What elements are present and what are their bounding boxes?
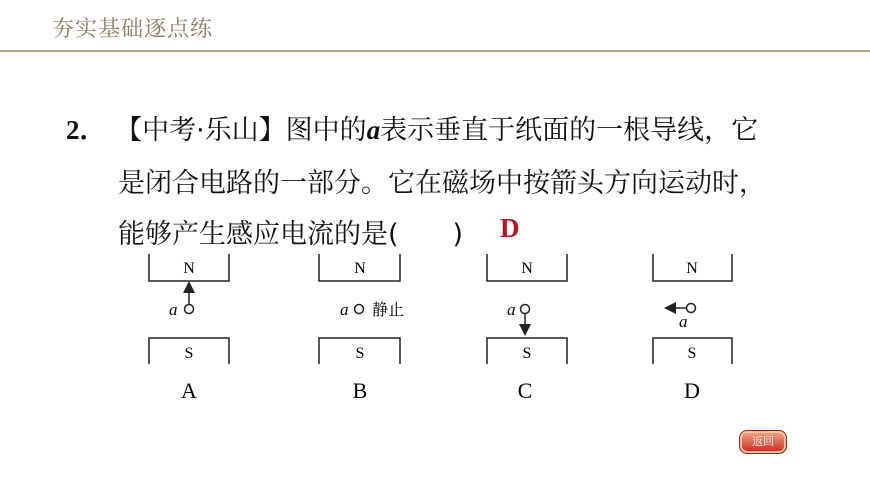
- option-c-diagram: [487, 254, 567, 403]
- wire-label-d: a: [679, 312, 688, 331]
- pole-s-c: S: [522, 345, 532, 362]
- question-text-1a: 【中考·乐山】图中的: [115, 115, 367, 146]
- wire-c: [521, 305, 530, 314]
- wire-b: [355, 305, 364, 314]
- wire-a: [185, 305, 194, 314]
- question-line-3: 能够产生感应电流的是( ): [118, 219, 464, 250]
- pole-n-b: N: [354, 260, 366, 277]
- option-label-a: A: [181, 378, 197, 403]
- pole-s-a: S: [184, 345, 194, 362]
- pole-n-c: N: [521, 260, 533, 277]
- question-var-a: a: [366, 115, 381, 145]
- option-d-diagram: [653, 254, 732, 403]
- question-text-1b: 表示垂直于纸面的一根导线，它: [380, 115, 759, 146]
- pole-n-d: N: [686, 260, 698, 277]
- pole-s-d: S: [687, 345, 697, 362]
- question-line-2: 是闭合电路的一部分。它在磁场中按箭头方向运动时，: [118, 168, 766, 199]
- option-label-b: B: [352, 378, 368, 403]
- wire-d: [687, 304, 696, 313]
- return-button[interactable]: 返回: [739, 430, 787, 454]
- wire-label-a: a: [169, 300, 178, 319]
- option-b-diagram: [319, 254, 404, 403]
- section-title: 夯实基础逐点练: [52, 17, 214, 42]
- option-label-c: C: [517, 378, 533, 403]
- wire-label-b: a: [340, 300, 349, 319]
- wire-label-c: a: [507, 300, 516, 319]
- pole-s-b: S: [355, 345, 365, 362]
- option-a-diagram: [149, 254, 229, 403]
- pole-n-a: N: [183, 260, 195, 277]
- option-label-d: D: [684, 378, 700, 403]
- question-number: 2．: [66, 115, 107, 145]
- answer-text: D: [500, 213, 520, 243]
- static-label: 静止: [372, 300, 405, 319]
